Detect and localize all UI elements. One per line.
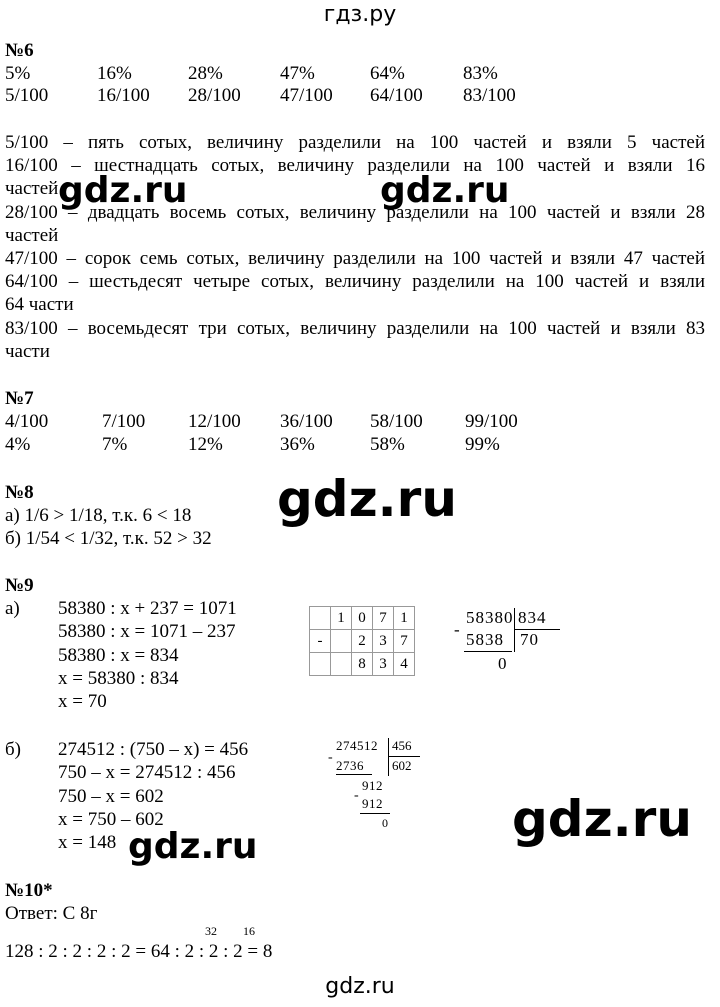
grid-cell: 0: [352, 607, 373, 630]
minus-sign: -: [328, 750, 333, 765]
grid-row: [310, 630, 415, 653]
grid-cell: 7: [373, 607, 394, 630]
ex9-a-line: x = 70: [58, 691, 107, 712]
site-footer: gdz.ru: [325, 974, 395, 999]
ex6-line: частей: [5, 225, 59, 246]
quotient: 602: [392, 758, 412, 773]
ex9-a-line: 58380 : x = 834: [58, 645, 179, 666]
site-header: гдз.ру: [323, 2, 397, 27]
ex10-title: №10*: [5, 880, 53, 901]
division-bar: [514, 608, 515, 652]
grid-cell: [310, 653, 331, 676]
grid-cell: 3: [373, 630, 394, 653]
percent-cell: 47%: [280, 63, 315, 84]
ex6-line: 28/100 – двадцать восемь сотых, величину разделили на 100 частей и взяли 28: [5, 202, 705, 223]
minus-sign: -: [454, 620, 460, 639]
percent-cell: 28%: [188, 63, 223, 84]
watermark: gdz.ru: [277, 470, 457, 528]
fraction-cell: 64/100: [370, 85, 423, 106]
fraction-cell: 16/100: [97, 85, 150, 106]
division-bar: [388, 738, 389, 776]
watermark: gdz.ru: [512, 790, 692, 848]
long-division-a: [452, 606, 572, 678]
ex7-title: №7: [5, 388, 34, 409]
ex6-line: части: [5, 341, 50, 362]
percent-cell: 83%: [463, 63, 498, 84]
watermark: gdz.ru: [380, 170, 510, 211]
ex10-superscript: 32: [205, 924, 217, 938]
percent-cell: 5%: [5, 63, 31, 84]
percent-cell: 58%: [370, 434, 405, 455]
divisor: 834: [518, 608, 547, 627]
ex6-line: 47/100 – сорок семь сотых, величину разделили на 100 частей и взяли 47 частей: [5, 248, 705, 269]
grid-cell: 7: [394, 630, 415, 653]
result-line: [336, 774, 372, 775]
ex9-b-line: x = 148: [58, 832, 117, 853]
fraction-cell: 47/100: [280, 85, 333, 106]
addition-grid: [309, 606, 415, 676]
ex6-line: 5/100 – пять сотых, величину разделили на 100 частей и взяли 5 частей: [5, 132, 705, 153]
ex8-title: №8: [5, 482, 34, 503]
grid-cell: 4: [394, 653, 415, 676]
mid-value: 912: [362, 778, 383, 793]
ex9-b-line: x = 750 – 602: [58, 809, 164, 830]
ex6-line: частей: [5, 178, 59, 199]
percent-cell: 7%: [102, 434, 128, 455]
fraction-cell: 12/100: [188, 411, 241, 432]
grid-cell: 3: [373, 653, 394, 676]
percent-cell: 64%: [370, 63, 405, 84]
watermark: gdz.ru: [128, 826, 258, 867]
ex10-superscript: 16: [243, 924, 255, 938]
ex8-line: а) 1/6 > 1/18, т.к. 6 < 18: [5, 505, 192, 526]
remainder: 0: [498, 654, 507, 673]
ex9-a-line: x = 58380 : 834: [58, 668, 179, 689]
grid-cell: 1: [331, 607, 352, 630]
percent-cell: 36%: [280, 434, 315, 455]
grid-cell: 2: [352, 630, 373, 653]
fraction-cell: 99/100: [465, 411, 518, 432]
grid-row: [310, 653, 415, 676]
grid-cell: [310, 607, 331, 630]
grid-cell: [331, 630, 352, 653]
ex10-answer: Ответ: С 8г: [5, 903, 98, 924]
grid-row: [310, 607, 415, 630]
percent-cell: 16%: [97, 63, 132, 84]
ex9-title: №9: [5, 575, 34, 596]
divisor: 456: [392, 738, 412, 753]
fraction-cell: 28/100: [188, 85, 241, 106]
fraction-cell: 7/100: [102, 411, 146, 432]
fraction-cell: 36/100: [280, 411, 333, 432]
fraction-cell: 5/100: [5, 85, 49, 106]
grid-cell: 1: [394, 607, 415, 630]
watermark: gdz.ru: [58, 170, 188, 211]
percent-cell: 12%: [188, 434, 223, 455]
grid-cell: 8: [352, 653, 373, 676]
fraction-cell: 83/100: [463, 85, 516, 106]
grid-cell: [331, 653, 352, 676]
ex6-title: №6: [5, 40, 34, 61]
fraction-cell: 58/100: [370, 411, 423, 432]
remainder: 0: [382, 816, 388, 830]
long-division-b: [326, 738, 436, 834]
ex10-line: 128 : 2 : 2 : 2 : 2 = 64 : 2 : 2 : 2 = 8: [5, 941, 273, 962]
ex9-a-line: 58380 : x + 237 = 1071: [58, 598, 237, 619]
ex9-b-line: 274512 : (750 – x) = 456: [58, 739, 249, 760]
subtrahend: 912: [362, 796, 383, 811]
subtrahend: 5838: [466, 630, 504, 649]
ex9-a-line: 58380 : x = 1071 – 237: [58, 621, 236, 642]
percent-cell: 99%: [465, 434, 500, 455]
ex6-line: 64 части: [5, 294, 74, 315]
minus-sign: -: [354, 788, 359, 803]
ex9-a-label: а): [5, 598, 20, 619]
grid-cell: -: [310, 630, 331, 653]
percent-cell: 4%: [5, 434, 31, 455]
ex9-b-line: 750 – x = 274512 : 456: [58, 762, 236, 783]
ex6-line: 83/100 – восемьдесят три сотых, величину разделили на 100 частей и взяли 83: [5, 318, 705, 339]
ex9-b-label: б): [5, 739, 21, 760]
divisor-underline: [388, 756, 420, 757]
subtrahend: 2736: [336, 758, 364, 773]
ex6-line: 16/100 – шестнадцать сотых, величину разделили на 100 частей и взяли 16: [5, 155, 705, 176]
dividend: 274512: [336, 738, 378, 753]
quotient: 70: [520, 630, 539, 649]
ex6-line: 64/100 – шестьдесят четыре сотых, величину разделили на 100 частей и взяли: [5, 271, 705, 292]
ex9-b-line: 750 – x = 602: [58, 786, 164, 807]
fraction-cell: 4/100: [5, 411, 49, 432]
ex8-line: б) 1/54 < 1/32, т.к. 52 > 32: [5, 528, 212, 549]
dividend: 58380: [466, 608, 514, 627]
result-line: [464, 651, 512, 652]
result-line: [360, 813, 390, 814]
